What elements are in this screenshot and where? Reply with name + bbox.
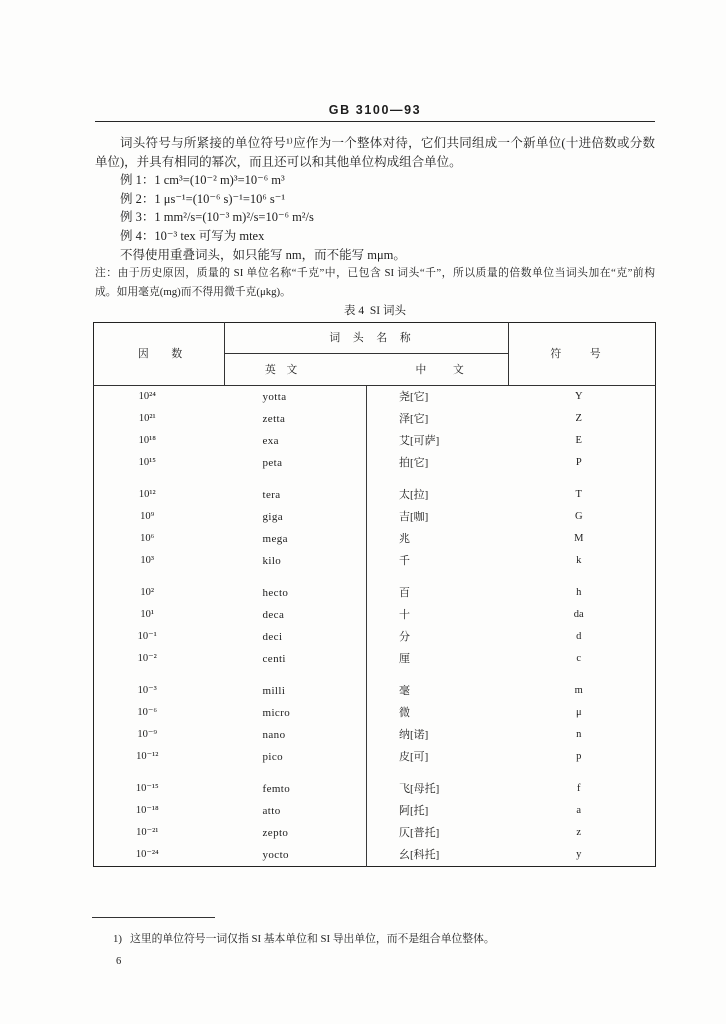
chinese-name-cell: 皮[可]: [399, 750, 429, 763]
english-name-cell: micro: [225, 702, 367, 724]
symbol-cell: c: [576, 652, 582, 664]
symbol-cell: Z: [575, 412, 582, 424]
table-row: [94, 746, 656, 768]
table-row: [94, 506, 656, 528]
chinese-name-cell: 太[拉]: [399, 488, 429, 501]
example-2: 例 2：1 μs⁻¹=(10⁻⁶ s)⁻¹=10⁶ s⁻¹: [120, 191, 286, 206]
factor-cell: 10¹⁵: [138, 456, 156, 468]
chinese-name-cell: 千: [399, 554, 410, 567]
table-body: [94, 385, 656, 866]
chinese-name-cell: 吉[咖]: [399, 510, 429, 523]
english-name-cell: exa: [225, 430, 367, 452]
intro-paragraph-line: 单位)，并具有相同的幂次，而且还可以和其他单位构成组合单位。: [95, 154, 462, 169]
symbol-cell: Y: [574, 390, 583, 402]
chinese-name-cell: 分: [399, 630, 410, 643]
english-name-cell: kilo: [225, 550, 367, 572]
footnote: [113, 931, 495, 947]
table-row: [94, 528, 656, 550]
symbol-cell: μ: [575, 706, 582, 718]
chinese-name-cell: 微: [399, 706, 410, 719]
table-row: [94, 724, 656, 746]
english-name-cell: nano: [225, 724, 367, 746]
factor-cell: 10⁻³: [137, 684, 157, 696]
chinese-name-cell: 幺[科托]: [399, 848, 440, 861]
table-row: [94, 702, 656, 724]
footnote-rule: [92, 917, 215, 918]
factor-cell: 10²¹: [138, 412, 156, 424]
factor-cell: 10⁻⁶: [137, 706, 158, 718]
factor-cell: 10⁻²⁴: [135, 848, 159, 860]
factor-cell: 10¹²: [138, 488, 156, 500]
symbol-cell: f: [577, 782, 581, 794]
chinese-name-cell: 毫: [399, 684, 410, 697]
table-row: [94, 408, 656, 430]
symbol-cell: z: [576, 826, 582, 838]
factor-cell: 10⁶: [140, 532, 155, 544]
factor-cell: 10⁹: [140, 510, 155, 522]
standard-number: GB 3100—93: [328, 103, 422, 117]
table-row: [94, 452, 656, 474]
chinese-name-cell: 仄[普托]: [399, 826, 440, 839]
si-prefix-table: [93, 322, 656, 867]
chinese-name-cell: 十: [399, 608, 410, 621]
english-name-cell: atto: [225, 800, 367, 822]
chinese-name-cell: 纳[诺]: [399, 728, 429, 741]
header-rule: [95, 121, 655, 122]
english-name-cell: zepto: [225, 822, 367, 844]
table-row: [94, 626, 656, 648]
note-line: 成。如用毫克(mg)而不得用微千克(μkg)。: [95, 285, 291, 298]
factor-cell: 10⁻⁹: [137, 728, 158, 740]
symbol-cell: da: [573, 608, 584, 620]
symbol-cell: h: [576, 586, 582, 598]
english-name-cell: femto: [225, 768, 367, 800]
table-caption: 表 4 SI 词头: [344, 305, 406, 318]
english-name-cell: mega: [225, 528, 367, 550]
english-name-cell: deca: [225, 604, 367, 626]
table-row: [94, 550, 656, 572]
chinese-name-cell: 兆: [399, 532, 410, 545]
header-chinese: 中 文: [367, 353, 509, 385]
chinese-name-cell: 厘: [399, 652, 410, 665]
table-row: [94, 648, 656, 670]
symbol-cell: T: [575, 488, 582, 500]
note-line: 注：由于历史原因，质量的 SI 单位名称“千克”中，已包含 SI 词头“千”，所以质量的倍数单位当词头加在“克”前构: [95, 267, 655, 280]
table-row: [94, 800, 656, 822]
table-row: [94, 474, 656, 506]
example-3: 例 3：1 mm²/s=(10⁻³ m)²/s=10⁻⁶ m²/s: [120, 210, 314, 225]
factor-cell: 10²⁴: [138, 390, 156, 402]
header-symbol: 符 号: [509, 322, 656, 385]
factor-cell: 10⁻¹: [137, 630, 157, 642]
table-row: [94, 844, 656, 867]
factor-cell: 10⁻¹²: [136, 750, 159, 762]
symbol-cell: a: [576, 804, 582, 816]
symbol-cell: y: [576, 848, 582, 860]
english-name-cell: pico: [225, 746, 367, 768]
chinese-name-cell: 百: [399, 586, 410, 599]
symbol-cell: M: [574, 532, 584, 544]
english-name-cell: zetta: [225, 408, 367, 430]
chinese-name-cell: 拍[它]: [399, 456, 429, 469]
table-row: [94, 385, 656, 408]
header-prefix-name: 词 头 名 称: [225, 322, 509, 353]
factor-cell: 10¹: [140, 608, 155, 620]
english-name-cell: tera: [225, 474, 367, 506]
chinese-name-cell: 飞[母托]: [399, 782, 440, 795]
footnote-text: 这里的单位符号一词仅指 SI 基本单位和 SI 导出单位，而不是组合单位整体。: [130, 933, 495, 945]
english-name-cell: hecto: [225, 572, 367, 604]
symbol-cell: E: [575, 434, 582, 446]
english-name-cell: yotta: [225, 385, 367, 408]
page-content: [95, 102, 655, 867]
factor-cell: 10⁻²¹: [136, 826, 159, 838]
chinese-name-cell: 艾[可萨]: [399, 434, 440, 447]
english-name-cell: yocto: [225, 844, 367, 867]
factor-cell: 10⁻¹⁸: [135, 804, 159, 816]
english-name-cell: centi: [225, 648, 367, 670]
example-4: 例 4：10⁻³ tex 可写为 mtex: [120, 228, 265, 243]
english-name-cell: milli: [225, 670, 367, 702]
footnote-marker: 1): [113, 933, 122, 945]
chinese-name-cell: 尧[它]: [399, 390, 429, 403]
factor-cell: 10¹⁸: [138, 434, 156, 446]
chinese-name-cell: 阿[托]: [399, 804, 429, 817]
table-row: [94, 430, 656, 452]
symbol-cell: G: [574, 510, 583, 522]
intro-paragraph-line: 词头符号与所紧接的单位符号¹⁾应作为一个整体对待，它们共同组成一个新单位(十进倍数或分数: [120, 136, 655, 150]
header-english: 英 文: [225, 353, 367, 385]
symbol-cell: n: [576, 728, 582, 740]
table-row: [94, 670, 656, 702]
symbol-cell: p: [576, 750, 582, 762]
factor-cell: 10⁻¹⁵: [135, 782, 159, 794]
table-row: [94, 822, 656, 844]
table-row: [94, 572, 656, 604]
factor-cell: 10²: [140, 586, 155, 598]
factor-cell: 10⁻²: [137, 652, 157, 664]
table-row: [94, 604, 656, 626]
body-text: [95, 134, 655, 301]
page-number: 6: [116, 956, 122, 967]
english-name-cell: deci: [225, 626, 367, 648]
example-1: 例 1：1 cm³=(10⁻² m)³=10⁻⁶ m³: [120, 173, 285, 188]
english-name-cell: giga: [225, 506, 367, 528]
rule-statement: 不得使用重叠词头，如只能写 nm，而不能写 mμm。: [120, 247, 406, 262]
chinese-name-cell: 泽[它]: [399, 412, 429, 425]
symbol-cell: m: [574, 684, 583, 696]
table-row: [94, 768, 656, 800]
header-factor: 因 数: [94, 322, 225, 385]
symbol-cell: P: [575, 456, 582, 468]
symbol-cell: d: [576, 630, 582, 642]
english-name-cell: peta: [225, 452, 367, 474]
symbol-cell: k: [576, 554, 582, 566]
factor-cell: 10³: [140, 554, 155, 566]
